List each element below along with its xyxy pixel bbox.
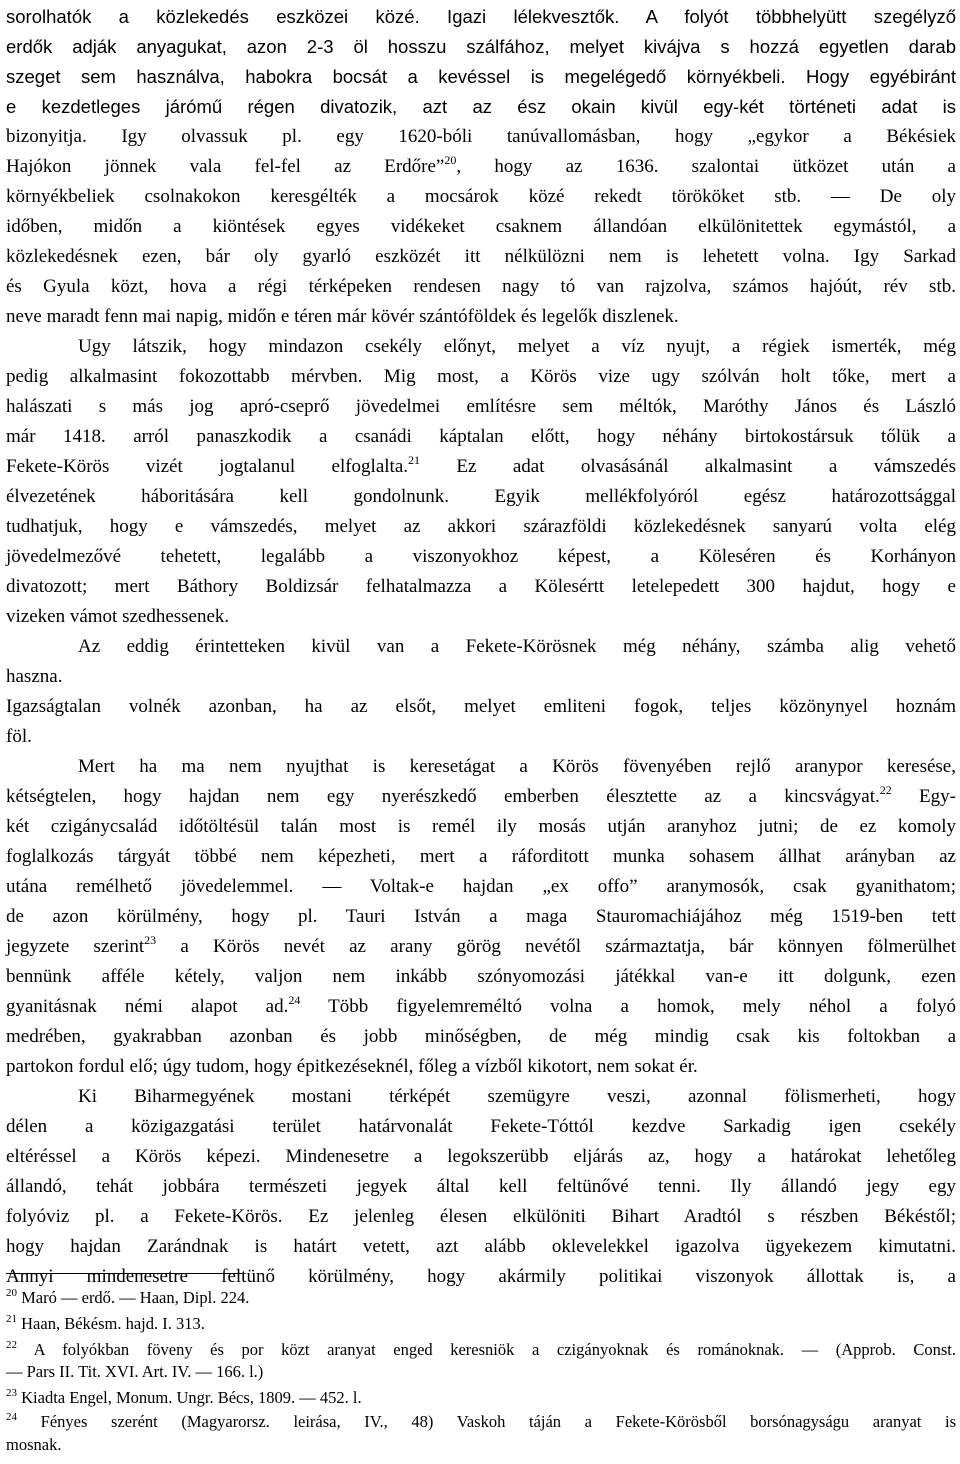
text-run: Ez adat olvasásánál alkalmasint a vámszedés xyxy=(420,456,956,477)
footnote-number: 24 xyxy=(6,1411,17,1423)
text-line xyxy=(6,122,956,152)
footnote-text: Fényes szerént (Magyarorsz. leirása, IV., 48) Vaskoh táján a Fekete-Körösből borsónagyságu aranyat is xyxy=(17,1412,956,1431)
text-run: Annyi mindenesetre feltünő körülmény, hogy akármily politikai viszonyok állottak is, a xyxy=(6,1266,956,1287)
text-run: eltéréssel a Körös képezi. Mindenesetre a legokszerübb eljárás az, hogy a határokat lehetőleg xyxy=(6,1146,956,1167)
text-run: Igazságtalan volnék azonban, ha az elsőt, melyet emliteni fogok, teljes közönynyel hoznám xyxy=(6,696,956,717)
text-run: foglalkozás tárgyát többé nem képezheti, mert a ráforditott munka sohasem állhat arányban az xyxy=(6,846,956,867)
text-run: jegyzete szerint xyxy=(6,936,145,957)
text-line xyxy=(6,152,956,182)
footnote-reference[interactable]: 23 xyxy=(144,933,157,947)
text-line xyxy=(6,722,956,752)
text-line xyxy=(6,32,956,62)
text-line xyxy=(6,62,956,92)
footnote-text: Maró — erdő. — Haan, Dipl. 224. xyxy=(17,1288,250,1307)
text-run: környékbeliek csolnakokon keresgélték a mocsárok közé rekedt törököket stb. — De oly xyxy=(6,186,956,207)
text-run: Az eddig érintetteken kivül van a Fekete-Körösnek még néhány, számba alig vehető xyxy=(78,636,956,657)
footnote-number: 23 xyxy=(6,1387,17,1399)
text-line xyxy=(6,2,956,32)
text-run: két czigánycsalád időtöltésül talán most is remél ily mosás utján aranyhoz jutni; de ez komoly xyxy=(6,816,956,837)
text-run: halászati s más jog apró-cseprő jövedelmei említésre sem méltók, Maróthy János és László xyxy=(6,396,956,417)
footnote-text: — Pars II. Tit. XVI. Art. IV. — 166. l.) xyxy=(6,1362,264,1381)
footnote-text: Haan, Békésm. hajd. I. 313. xyxy=(17,1314,205,1333)
text-line xyxy=(6,602,956,632)
text-line xyxy=(6,1082,956,1112)
text-run: e kezdetleges járómű régen divatozik, azt az ész okain kivül egy-két történeti adat is xyxy=(6,96,956,117)
text-run: haszna. xyxy=(6,666,63,687)
text-line xyxy=(6,932,956,962)
footnote-reference[interactable]: 22 xyxy=(879,783,892,797)
text-line xyxy=(6,752,956,782)
text-line xyxy=(6,482,956,512)
footnote-text: A folyókban föveny és por közt aranyat enged keresniök a czigányoknak és románoknak. — (Approb. Const. xyxy=(17,1340,956,1359)
text-line xyxy=(6,692,956,722)
text-run: neve maradt fenn mai napig, midőn e téren már kövér szántóföldek és legelők diszlenek. xyxy=(6,306,679,327)
text-run: bizonyitja. Igy olvassuk pl. egy 1620-bóli tanúvallomásban, hogy „egykor a Békésiek xyxy=(6,126,956,147)
text-run: de azon körülmény, hogy pl. Tauri István a maga Stauromachiájához még 1519-ben tett xyxy=(6,906,956,927)
text-line xyxy=(6,872,956,902)
text-line xyxy=(6,452,956,482)
text-run: kétségtelen, hogy hajdan nem egy nyerészkedő emberben élesztette az a kincsvágyat. xyxy=(6,786,880,807)
text-line xyxy=(6,362,956,392)
text-line xyxy=(6,542,956,572)
text-line xyxy=(6,1202,956,1232)
text-run: állandó, tehát jobbára természeti jegyek által kell feltünővé tenni. Ily állandó jegy egy xyxy=(6,1176,956,1197)
footnote-line xyxy=(6,1434,956,1455)
text-run: Fekete-Körös vizét jogtalanul elfoglalta. xyxy=(6,456,409,477)
footnote-text: mosnak. xyxy=(6,1435,62,1454)
text-line xyxy=(6,1052,956,1082)
text-run: Ki Biharmegyének mostani térképét szemügyre veszi, azonnal fölismerheti, hogy xyxy=(78,1086,956,1107)
footnote-line xyxy=(6,1361,956,1382)
text-line xyxy=(6,782,956,812)
text-run: a Körös nevét az arany görög nevétől származtatja, bár könnyen fölmerülhet xyxy=(156,936,956,957)
text-line xyxy=(6,392,956,422)
footnote-line xyxy=(6,1387,956,1408)
text-run: időben, midőn a kiöntések egyes vidékeket csaknem állandóan elkülönitettek egymástól, a xyxy=(6,216,956,237)
text-line xyxy=(6,422,956,452)
text-run: jövedelmezővé tehetett, legalább a viszonyokhoz képest, a Köleséren és Korhányon xyxy=(6,546,956,567)
text-line xyxy=(6,92,956,122)
footnote-reference[interactable]: 20 xyxy=(444,153,457,167)
text-run: bennünk afféle kétely, valjon nem inkább szónyomozási játékkal van-e itt dolgunk, ezen xyxy=(6,966,956,987)
text-run: vizeken vámot szedhessenek. xyxy=(6,606,230,627)
text-run: medrében, gyakrabban azonban és jobb minőségben, de még mindig csak kis foltokban a xyxy=(6,1026,956,1047)
text-line xyxy=(6,302,956,332)
text-run: utána remélhető jövedelemmel. — Voltak-e hajdan „ex offo” aranymosók, csak gyanithatom; xyxy=(6,876,956,897)
text-run: divatozott; mert Báthory Boldizsár felhatalmazza a Kölesértt letelepedett 300 hajdut, hogy e xyxy=(6,576,956,597)
text-line xyxy=(6,1112,956,1142)
footnote-reference[interactable]: 21 xyxy=(408,453,421,467)
text-run: pedig alkalmasint fokozottabb mérvben. Mig most, a Körös vize ugy szólván holt tőke, mert a xyxy=(6,366,956,387)
text-line xyxy=(6,1232,956,1262)
text-run: erdők adják anyagukat, azon 2-3 öl hosszu szálfához, melyet kivájva s hozzá egyetlen darab xyxy=(6,36,956,57)
text-line xyxy=(6,632,956,662)
footnote-line xyxy=(6,1313,956,1334)
footnote-reference[interactable]: 24 xyxy=(288,993,301,1007)
text-line xyxy=(6,1022,956,1052)
text-line xyxy=(6,512,956,542)
text-run: partokon fordul elő; úgy tudom, hogy épitkezéseknél, főleg a vízből kikotort, nem sokat ér. xyxy=(6,1056,698,1077)
text-line xyxy=(6,182,956,212)
text-run: sorolhatók a közlekedés eszközei közé. Igazi lélekvesztők. A folyót többhelyütt szegélyző xyxy=(6,6,956,27)
text-line xyxy=(6,272,956,302)
text-run: föl. xyxy=(6,726,32,747)
text-line xyxy=(6,992,956,1022)
text-line xyxy=(6,242,956,272)
text-line xyxy=(6,1142,956,1172)
text-run: Több figyelemreméltó volna a homok, mely néhol a folyó xyxy=(300,996,956,1017)
text-run: közlekedésnek ezen, bár oly gyarló eszközét itt nélkülözni nem is lehetett volna. Igy Sarkad xyxy=(6,246,956,267)
footnote-number: 20 xyxy=(6,1287,17,1299)
footnote-line xyxy=(6,1287,956,1308)
text-line xyxy=(6,842,956,872)
text-line xyxy=(6,812,956,842)
text-run: délen a közigazgatási terület határvonalát Fekete-Tóttól kezdve Sarkadig igen csekély xyxy=(6,1116,956,1137)
text-run: Mert ha ma nem nyujthat is keresetágat a Körös fövenyében rejlő aranypor keresése, xyxy=(78,756,956,777)
text-run: gyanitásnak némi alapot ad. xyxy=(6,996,289,1017)
text-run: Egy- xyxy=(891,786,956,807)
text-line xyxy=(6,902,956,932)
footnote-separator xyxy=(6,1273,242,1274)
footnote-number: 21 xyxy=(6,1313,17,1325)
footnote-number: 22 xyxy=(6,1339,17,1351)
text-line xyxy=(6,572,956,602)
text-line xyxy=(6,332,956,362)
text-run: élvezetének háboritására kell gondolnunk. Egyik mellékfolyóról egész határozottsággal xyxy=(6,486,956,507)
text-line xyxy=(6,1172,956,1202)
text-line xyxy=(6,662,956,692)
footnote-line xyxy=(6,1411,956,1432)
text-run: , hogy az 1636. szalontai ütközet után a xyxy=(456,156,956,177)
text-run: tudhatjuk, hogy e vámszedés, melyet az akkori szárazföldi közlekedésnek sanyarú volta elég xyxy=(6,516,956,537)
text-run: hogy hajdan Zarándnak is határt vetett, azt alább oklevelekkel igazolva ügyekezem kimutatni. xyxy=(6,1236,956,1257)
footnote-line xyxy=(6,1339,956,1360)
text-run: már 1418. arról panaszkodik a csanádi káptalan előtt, hogy néhány birtokostársuk tőlük a xyxy=(6,426,956,447)
text-run: szeget sem használva, habokra bocsát a kevéssel is megelégedő környékbeli. Hogy egyébiránt xyxy=(6,66,956,87)
text-run: és Gyula közt, hova a régi térképeken rendesen nagy tó van rajzolva, számos hajóút, rév stb. xyxy=(6,276,956,297)
text-run: folyóviz pl. a Fekete-Körös. Ez jelenleg élesen elkülöniti Bihart Aradtól s részben Békéstől; xyxy=(6,1206,956,1227)
text-run: Ugy látszik, hogy mindazon csekély előnyt, melyet a víz nyujt, a régiek ismerték, még xyxy=(78,336,956,357)
text-line xyxy=(6,212,956,242)
footnote-text: Kiadta Engel, Monum. Ungr. Bécs, 1809. — 452. l. xyxy=(17,1388,362,1407)
text-line xyxy=(6,962,956,992)
text-run: Hajókon jönnek vala fel-fel az Erdőre” xyxy=(6,156,445,177)
